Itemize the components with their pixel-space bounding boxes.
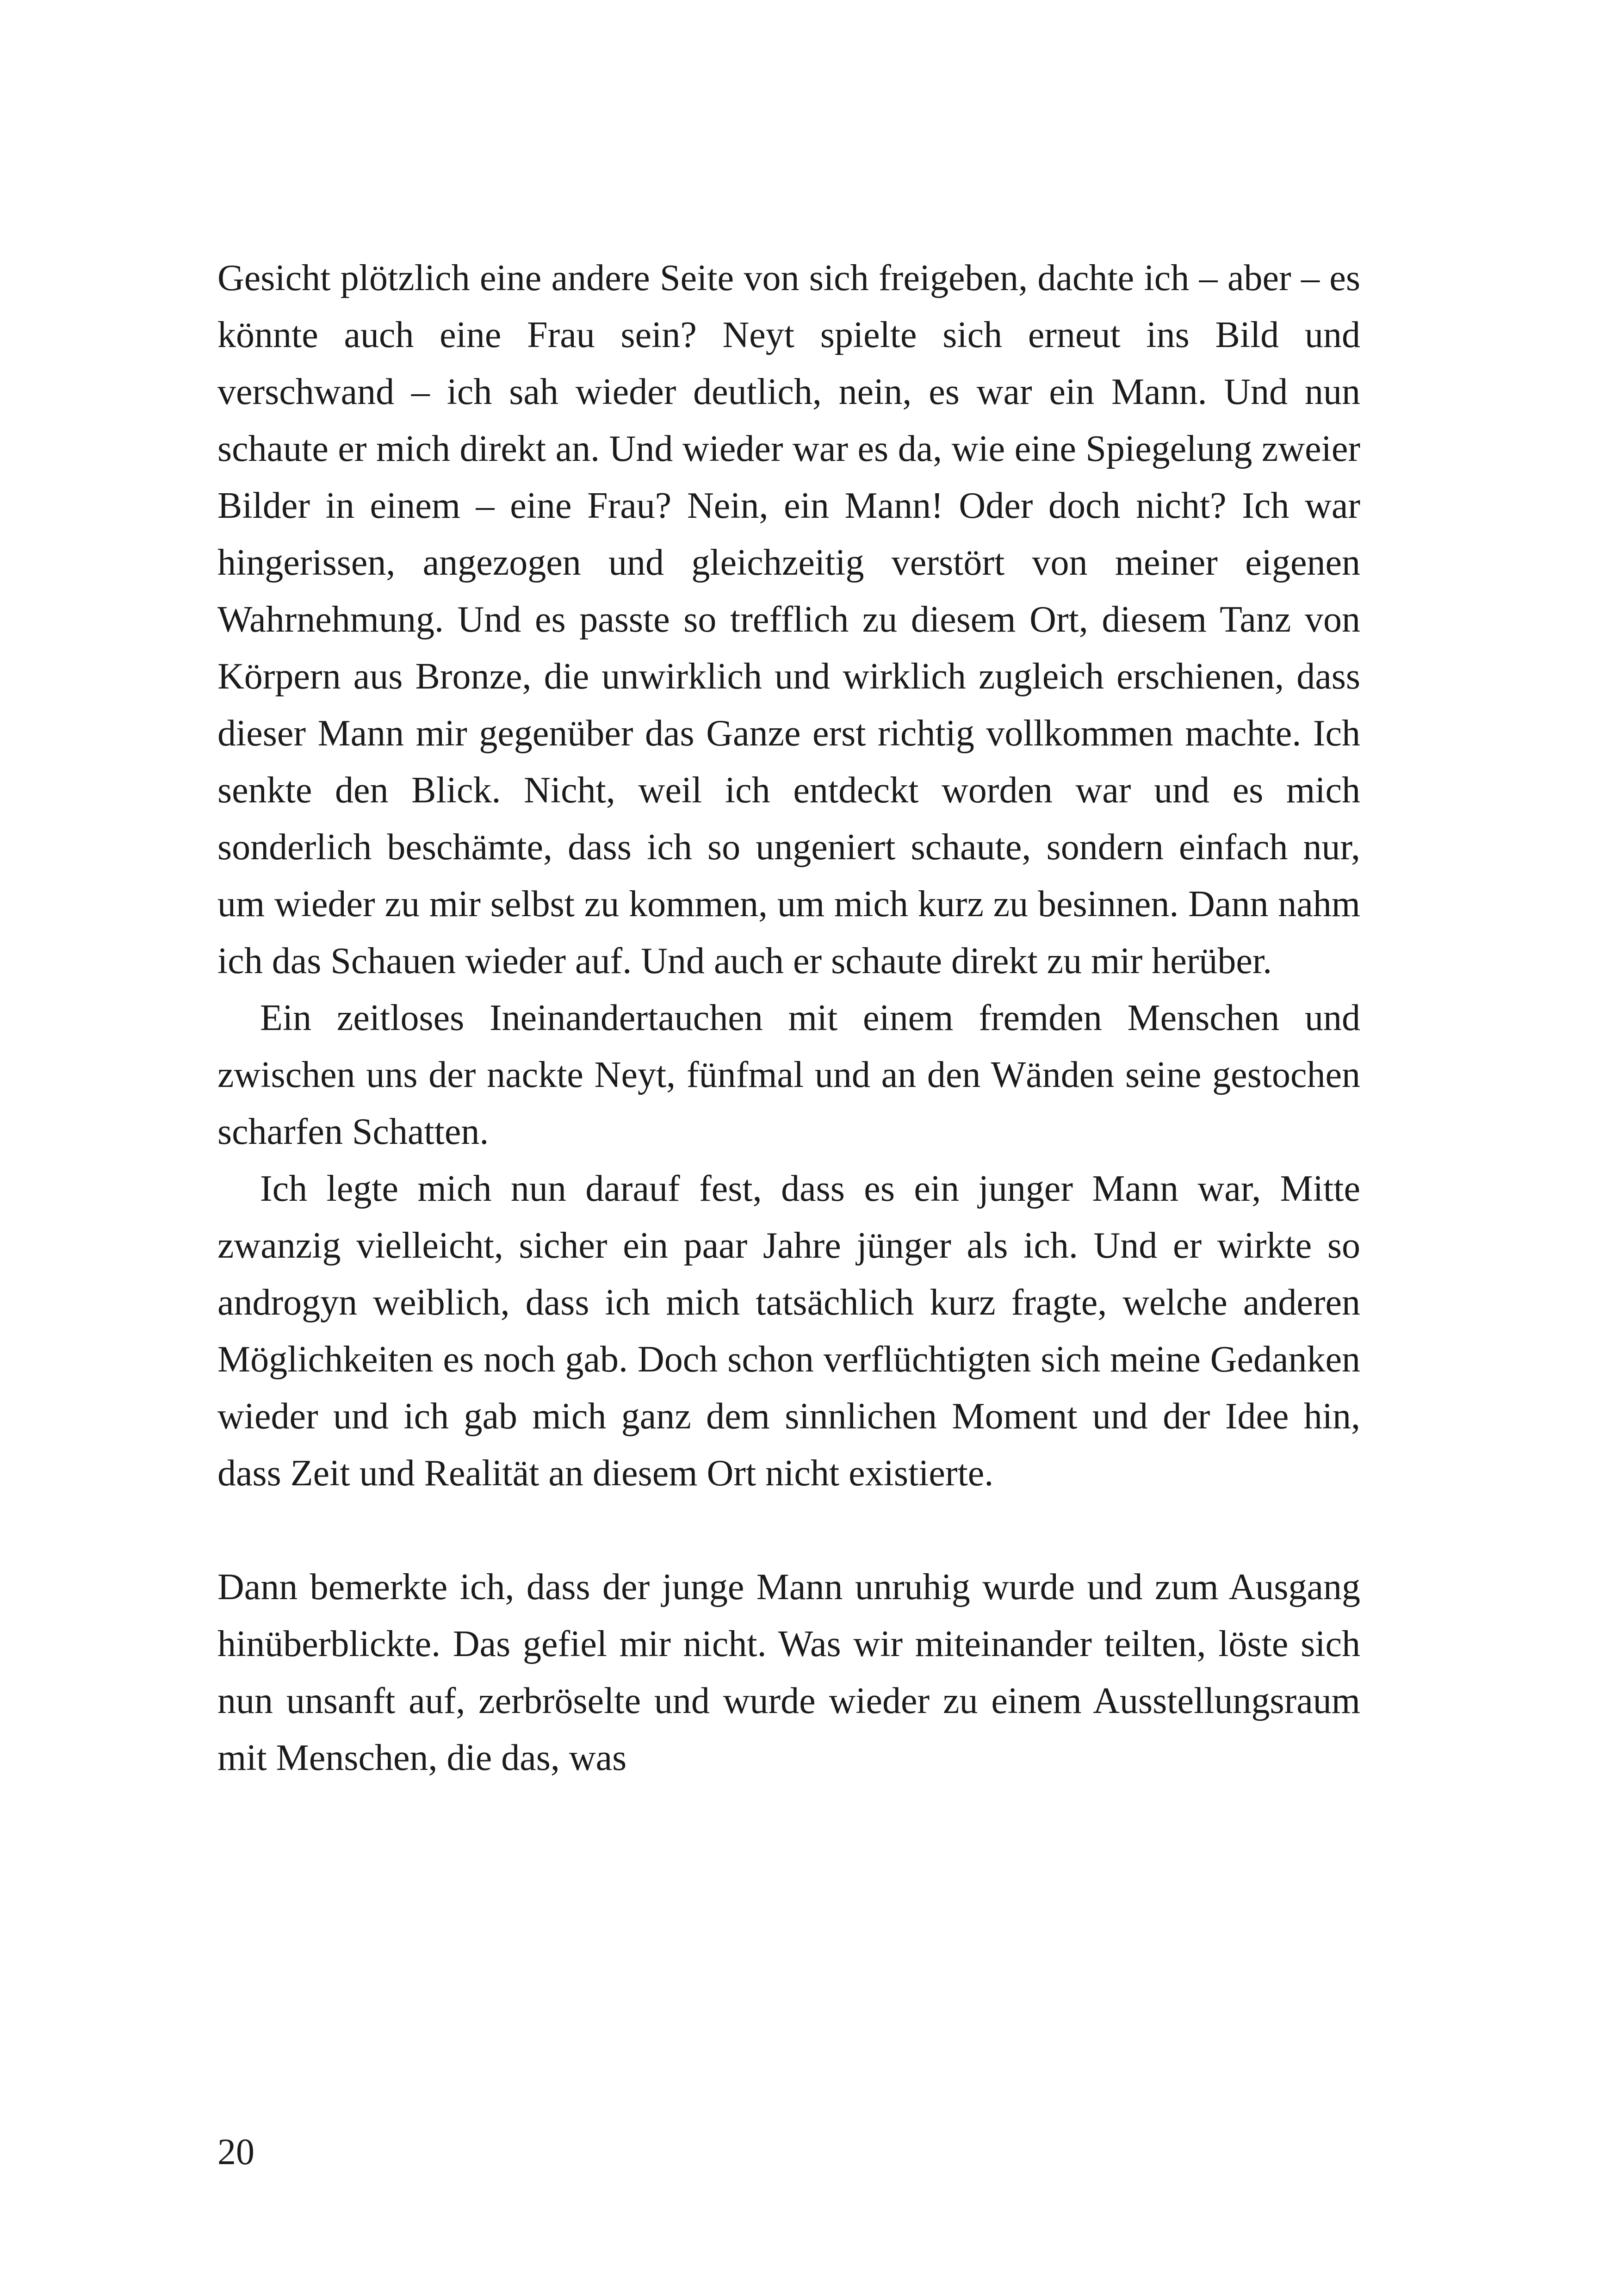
- paragraph-4: Dann bemerkte ich, dass der junge Mann unruhig wurde und zum Ausgang hinüberblickte. Das gefiel mir nicht. Was wir miteinander teilten, löste sich nun unsanft auf, zerbröselte und wurde wieder zu einem Ausstellungsraum mit Menschen, die das, was: [217, 1567, 1360, 1778]
- paragraph-2: Ein zeitloses Ineinandertauchen mit einem fremden Menschen und zwischen uns der nackte Neyt, fünfmal und an den Wänden seine gestochen scharfen Schatten.: [217, 998, 1360, 1152]
- page-number: 20: [217, 2132, 254, 2172]
- paragraph-1: Gesicht plötzlich eine andere Seite von sich freigeben, dachte ich – aber – es könnte auch eine Frau sein? Neyt spielte sich erneut ins Bild und verschwand – ich sah wieder deutlich, nein, es war ein Mann. Und nun schaute er mich direkt an. Und wieder war es da, wie eine Spiegelung zweier Bilder in einem – eine Frau? Nein, ein Mann! Oder doch nicht? Ich war hingerissen, angezogen und gleichzeitig verstört von meiner eigenen Wahrnehmung. Und es passte so trefflich zu diesem Ort, diesem Tanz von Körpern aus Bronze, die unwirklich und wirklich zugleich erschienen, dass dieser Mann mir gegenüber das Ganze erst richtig vollkommen machte. Ich senkte den Blick. Nicht, weil ich entdeckt worden war und es mich sonderlich beschämte, dass ich so ungeniert schaute, sondern einfach nur, um wieder zu mir selbst zu kommen, um mich kurz zu besinnen. Dann nahm ich das Schauen wieder auf. Und auch er schaute direkt zu mir herüber.: [217, 258, 1360, 981]
- paragraph-3: Ich legte mich nun darauf fest, dass es ein junger Mann war, Mitte zwanzig vielleicht, sicher ein paar Jahre jünger als ich. Und er wirkte so androgyn weiblich, dass ich mich tatsächlich kurz fragte, welche anderen Möglichkeiten es noch gab. Doch schon verflüchtigten sich meine Gedanken wieder und ich gab mich ganz dem sinnlichen Moment und der Idee hin, dass Zeit und Realität an diesem Ort nicht existierte.: [217, 1168, 1360, 1494]
- body-text: [217, 250, 1360, 1787]
